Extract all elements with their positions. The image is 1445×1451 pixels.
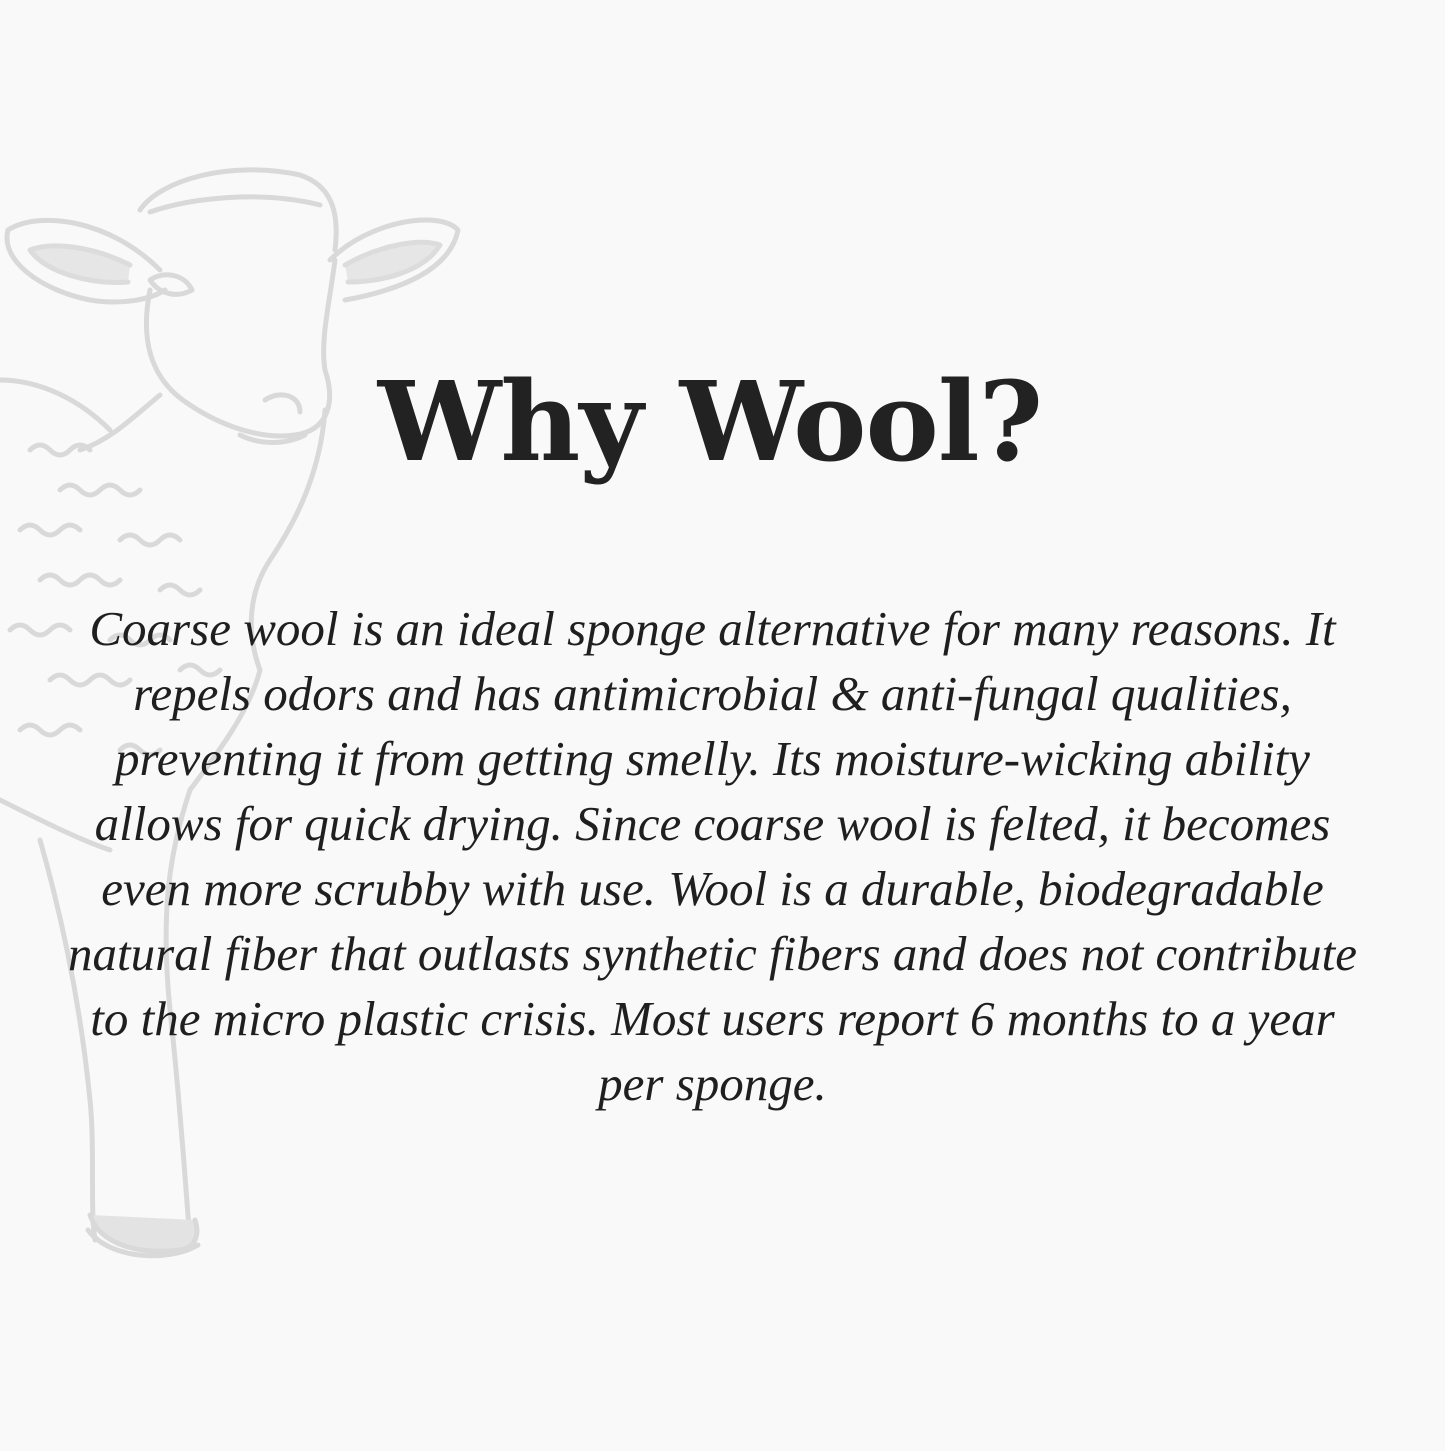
page-title: Why Wool? <box>377 357 1043 486</box>
description-paragraph: Coarse wool is an ideal sponge alternative for many reasons. It repels odors and has antimicrobial & anti-fungal qualities, preventing it from getting smelly. Its moisture-wicking ability allows for quick drying. Since coarse wool is felted, it becomes even more scrubby with use. Wool is a durable, biodegradable natural fiber that outlasts synthetic fibers and does not contribute to the micro plastic crisis. Most users report 6 months to a year per sponge. <box>68 601 1357 1111</box>
